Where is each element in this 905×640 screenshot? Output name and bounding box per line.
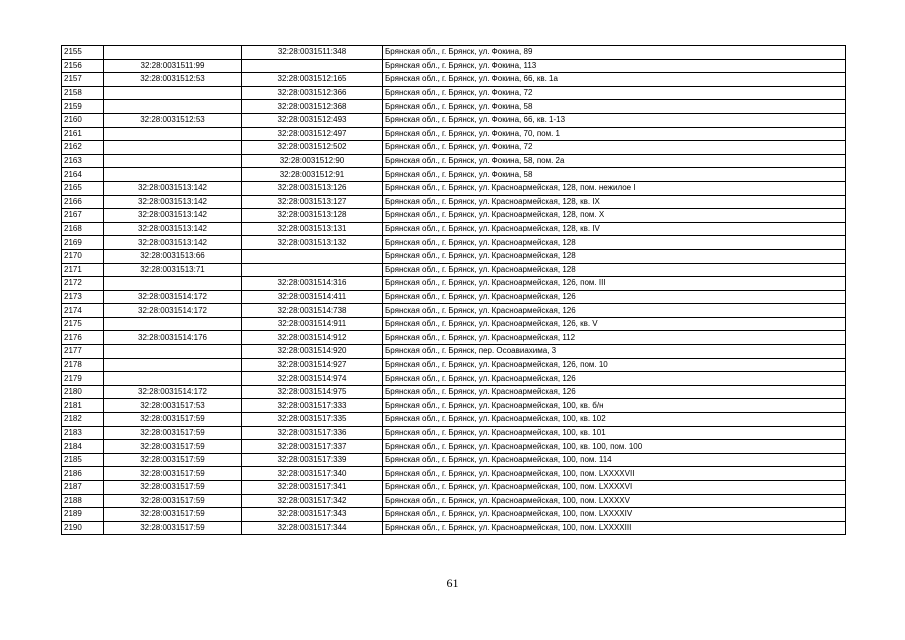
address: Брянская обл., г. Брянск, ул. Красноармейская, 100, пом. 114: [383, 453, 846, 467]
address: Брянская обл., г. Брянск, ул. Красноармейская, 128, кв. IX: [383, 195, 846, 209]
parent-cadastral-number: 32:28:0031517:59: [104, 467, 242, 481]
table-row: [62, 453, 846, 467]
row-number: 2163: [62, 154, 104, 168]
parent-cadastral-number: [104, 358, 242, 372]
parent-cadastral-number: 32:28:0031517:59: [104, 494, 242, 508]
table-row: [62, 440, 846, 454]
cadastral-number: 32:28:0031517:337: [242, 440, 383, 454]
parent-cadastral-number: 32:28:0031512:53: [104, 73, 242, 87]
cadastral-number: [242, 249, 383, 263]
row-number: 2167: [62, 209, 104, 223]
address: Брянская обл., г. Брянск, ул. Фокина, 72: [383, 86, 846, 100]
parent-cadastral-number: 32:28:0031517:53: [104, 399, 242, 413]
table-row: [62, 141, 846, 155]
address: Брянская обл., г. Брянск, ул. Красноармейская, 126: [383, 372, 846, 386]
table-row: [62, 181, 846, 195]
cadastral-number: 32:28:0031517:336: [242, 426, 383, 440]
parent-cadastral-number: 32:28:0031512:53: [104, 113, 242, 127]
cadastral-number: 32:28:0031514:316: [242, 277, 383, 291]
table-row: [62, 154, 846, 168]
address: Брянская обл., г. Брянск, ул. Красноармейская, 100, пом. LXXXXV: [383, 494, 846, 508]
table-row: [62, 46, 846, 60]
address: Брянская обл., г. Брянск, ул. Красноармейская, 100, пом. LXXXXIV: [383, 508, 846, 522]
address: Брянская обл., г. Брянск, ул. Фокина, 58: [383, 168, 846, 182]
cadastral-number: 32:28:0031517:340: [242, 467, 383, 481]
cadastral-number: 32:28:0031517:339: [242, 453, 383, 467]
address: Брянская обл., г. Брянск, ул. Красноармейская, 128, кв. IV: [383, 222, 846, 236]
cadastral-number: 32:28:0031513:131: [242, 222, 383, 236]
address: Брянская обл., г. Брянск, ул. Красноармейская, 126: [383, 385, 846, 399]
parent-cadastral-number: 32:28:0031513:66: [104, 249, 242, 263]
table-row: [62, 481, 846, 495]
row-number: 2165: [62, 181, 104, 195]
address: Брянская обл., г. Брянск, ул. Красноармейская, 126, пом. III: [383, 277, 846, 291]
cadastral-number: 32:28:0031513:127: [242, 195, 383, 209]
row-number: 2155: [62, 46, 104, 60]
address: Брянская обл., г. Брянск, пер. Осоавиахима, 3: [383, 345, 846, 359]
cadastral-number: 32:28:0031514:974: [242, 372, 383, 386]
cadastral-number: [242, 263, 383, 277]
parent-cadastral-number: 32:28:0031514:172: [104, 290, 242, 304]
parent-cadastral-number: 32:28:0031517:59: [104, 413, 242, 427]
address: Брянская обл., г. Брянск, ул. Красноармейская, 128: [383, 249, 846, 263]
row-number: 2174: [62, 304, 104, 318]
parent-cadastral-number: 32:28:0031513:142: [104, 195, 242, 209]
address: Брянская обл., г. Брянск, ул. Красноармейская, 100, кв. 101: [383, 426, 846, 440]
row-number: 2156: [62, 59, 104, 73]
parent-cadastral-number: [104, 141, 242, 155]
cadastral-table: [61, 45, 846, 535]
parent-cadastral-number: 32:28:0031517:59: [104, 481, 242, 495]
row-number: 2186: [62, 467, 104, 481]
address: Брянская обл., г. Брянск, ул. Фокина, 70, пом. 1: [383, 127, 846, 141]
address: Брянская обл., г. Брянск, ул. Красноармейская, 126: [383, 290, 846, 304]
row-number: 2162: [62, 141, 104, 155]
table-row: [62, 127, 846, 141]
table-row: [62, 494, 846, 508]
parent-cadastral-number: 32:28:0031514:172: [104, 385, 242, 399]
row-number: 2164: [62, 168, 104, 182]
parent-cadastral-number: [104, 154, 242, 168]
cadastral-number: 32:28:0031511:348: [242, 46, 383, 60]
table-row: [62, 358, 846, 372]
parent-cadastral-number: 32:28:0031513:142: [104, 236, 242, 250]
cadastral-number: 32:28:0031512:493: [242, 113, 383, 127]
address: Брянская обл., г. Брянск, ул. Красноармейская, 112: [383, 331, 846, 345]
row-number: 2176: [62, 331, 104, 345]
row-number: 2185: [62, 453, 104, 467]
row-number: 2178: [62, 358, 104, 372]
cadastral-number: 32:28:0031514:912: [242, 331, 383, 345]
table-row: [62, 100, 846, 114]
address: Брянская обл., г. Брянск, ул. Фокина, 58, пом. 2а: [383, 154, 846, 168]
address: Брянская обл., г. Брянск, ул. Красноармейская, 128, пом. X: [383, 209, 846, 223]
row-number: 2172: [62, 277, 104, 291]
page-number: 61: [446, 576, 459, 590]
table-row: [62, 413, 846, 427]
cadastral-number: 32:28:0031517:344: [242, 521, 383, 535]
parent-cadastral-number: [104, 127, 242, 141]
table-row: [62, 508, 846, 522]
row-number: 2181: [62, 399, 104, 413]
cadastral-number: 32:28:0031517:341: [242, 481, 383, 495]
row-number: 2169: [62, 236, 104, 250]
row-number: 2183: [62, 426, 104, 440]
cadastral-number: 32:28:0031512:497: [242, 127, 383, 141]
cadastral-number: [242, 59, 383, 73]
parent-cadastral-number: 32:28:0031517:59: [104, 508, 242, 522]
cadastral-number: 32:28:0031512:368: [242, 100, 383, 114]
address: Брянская обл., г. Брянск, ул. Фокина, 113: [383, 59, 846, 73]
table-row: [62, 113, 846, 127]
table-row: [62, 304, 846, 318]
address: Брянская обл., г. Брянск, ул. Красноармейская, 100, пом. LXXXXVI: [383, 481, 846, 495]
table-row: [62, 277, 846, 291]
table-row: [62, 317, 846, 331]
table-row: [62, 263, 846, 277]
cadastral-number: 32:28:0031513:128: [242, 209, 383, 223]
table-row: [62, 236, 846, 250]
address: Брянская обл., г. Брянск, ул. Красноармейская, 126: [383, 304, 846, 318]
row-number: 2157: [62, 73, 104, 87]
table-row: [62, 372, 846, 386]
address: Брянская обл., г. Брянск, ул. Красноармейская, 100, пом. LXXXXVII: [383, 467, 846, 481]
table-row: [62, 168, 846, 182]
row-number: 2159: [62, 100, 104, 114]
address: Брянская обл., г. Брянск, ул. Фокина, 66, кв. 1а: [383, 73, 846, 87]
row-number: 2161: [62, 127, 104, 141]
cadastral-number: 32:28:0031514:738: [242, 304, 383, 318]
table-row: [62, 86, 846, 100]
parent-cadastral-number: 32:28:0031514:176: [104, 331, 242, 345]
parent-cadastral-number: 32:28:0031511:99: [104, 59, 242, 73]
parent-cadastral-number: 32:28:0031513:71: [104, 263, 242, 277]
address: Брянская обл., г. Брянск, ул. Красноармейская, 128: [383, 236, 846, 250]
cadastral-number: 32:28:0031513:132: [242, 236, 383, 250]
table-body: [62, 46, 846, 535]
parent-cadastral-number: 32:28:0031513:142: [104, 181, 242, 195]
table-row: [62, 345, 846, 359]
cadastral-number: 32:28:0031517:342: [242, 494, 383, 508]
row-number: 2180: [62, 385, 104, 399]
parent-cadastral-number: [104, 100, 242, 114]
cadastral-number: 32:28:0031512:90: [242, 154, 383, 168]
cadastral-number: 32:28:0031514:920: [242, 345, 383, 359]
cadastral-number: 32:28:0031517:343: [242, 508, 383, 522]
parent-cadastral-number: 32:28:0031517:59: [104, 426, 242, 440]
address: Брянская обл., г. Брянск, ул. Фокина, 89: [383, 46, 846, 60]
parent-cadastral-number: [104, 277, 242, 291]
table-row: [62, 209, 846, 223]
table-row: [62, 249, 846, 263]
cadastral-number: 32:28:0031512:366: [242, 86, 383, 100]
table-row: [62, 467, 846, 481]
table-row: [62, 59, 846, 73]
table-row: [62, 222, 846, 236]
address: Брянская обл., г. Брянск, ул. Красноармейская, 128, пом. нежилое I: [383, 181, 846, 195]
table-row: [62, 385, 846, 399]
cadastral-number: 32:28:0031514:411: [242, 290, 383, 304]
cadastral-number: 32:28:0031512:91: [242, 168, 383, 182]
cadastral-number: 32:28:0031514:975: [242, 385, 383, 399]
parent-cadastral-number: 32:28:0031513:142: [104, 209, 242, 223]
row-number: 2170: [62, 249, 104, 263]
row-number: 2171: [62, 263, 104, 277]
row-number: 2166: [62, 195, 104, 209]
cadastral-number: 32:28:0031513:126: [242, 181, 383, 195]
row-number: 2189: [62, 508, 104, 522]
cadastral-number: 32:28:0031514:911: [242, 317, 383, 331]
cadastral-number: 32:28:0031512:502: [242, 141, 383, 155]
row-number: 2158: [62, 86, 104, 100]
row-number: 2160: [62, 113, 104, 127]
table-row: [62, 195, 846, 209]
parent-cadastral-number: 32:28:0031513:142: [104, 222, 242, 236]
parent-cadastral-number: [104, 345, 242, 359]
row-number: 2175: [62, 317, 104, 331]
row-number: 2173: [62, 290, 104, 304]
row-number: 2190: [62, 521, 104, 535]
address: Брянская обл., г. Брянск, ул. Фокина, 58: [383, 100, 846, 114]
row-number: 2182: [62, 413, 104, 427]
table-row: [62, 521, 846, 535]
row-number: 2188: [62, 494, 104, 508]
row-number: 2187: [62, 481, 104, 495]
address: Брянская обл., г. Брянск, ул. Красноармейская, 126, кв. V: [383, 317, 846, 331]
address: Брянская обл., г. Брянск, ул. Красноармейская, 100, кв. б/н: [383, 399, 846, 413]
table-row: [62, 426, 846, 440]
row-number: 2184: [62, 440, 104, 454]
parent-cadastral-number: [104, 46, 242, 60]
parent-cadastral-number: [104, 372, 242, 386]
row-number: 2177: [62, 345, 104, 359]
cadastral-number: 32:28:0031514:927: [242, 358, 383, 372]
parent-cadastral-number: 32:28:0031517:59: [104, 453, 242, 467]
address: Брянская обл., г. Брянск, ул. Красноармейская, 100, пом. LXXXXIII: [383, 521, 846, 535]
address: Брянская обл., г. Брянск, ул. Красноармейская, 128: [383, 263, 846, 277]
parent-cadastral-number: 32:28:0031517:59: [104, 440, 242, 454]
table-row: [62, 290, 846, 304]
parent-cadastral-number: [104, 317, 242, 331]
row-number: 2168: [62, 222, 104, 236]
address: Брянская обл., г. Брянск, ул. Фокина, 72: [383, 141, 846, 155]
parent-cadastral-number: [104, 86, 242, 100]
parent-cadastral-number: 32:28:0031517:59: [104, 521, 242, 535]
address: Брянская обл., г. Брянск, ул. Фокина, 66, кв. 1-13: [383, 113, 846, 127]
parent-cadastral-number: 32:28:0031514:172: [104, 304, 242, 318]
address: Брянская обл., г. Брянск, ул. Красноармейская, 100, кв. 100, пом. 100: [383, 440, 846, 454]
row-number: 2179: [62, 372, 104, 386]
table-row: [62, 399, 846, 413]
parent-cadastral-number: [104, 168, 242, 182]
table-row: [62, 331, 846, 345]
address: Брянская обл., г. Брянск, ул. Красноармейская, 126, пом. 10: [383, 358, 846, 372]
table-row: [62, 73, 846, 87]
address: Брянская обл., г. Брянск, ул. Красноармейская, 100, кв. 102: [383, 413, 846, 427]
cadastral-number: 32:28:0031517:335: [242, 413, 383, 427]
cadastral-number: 32:28:0031512:165: [242, 73, 383, 87]
cadastral-number: 32:28:0031517:333: [242, 399, 383, 413]
